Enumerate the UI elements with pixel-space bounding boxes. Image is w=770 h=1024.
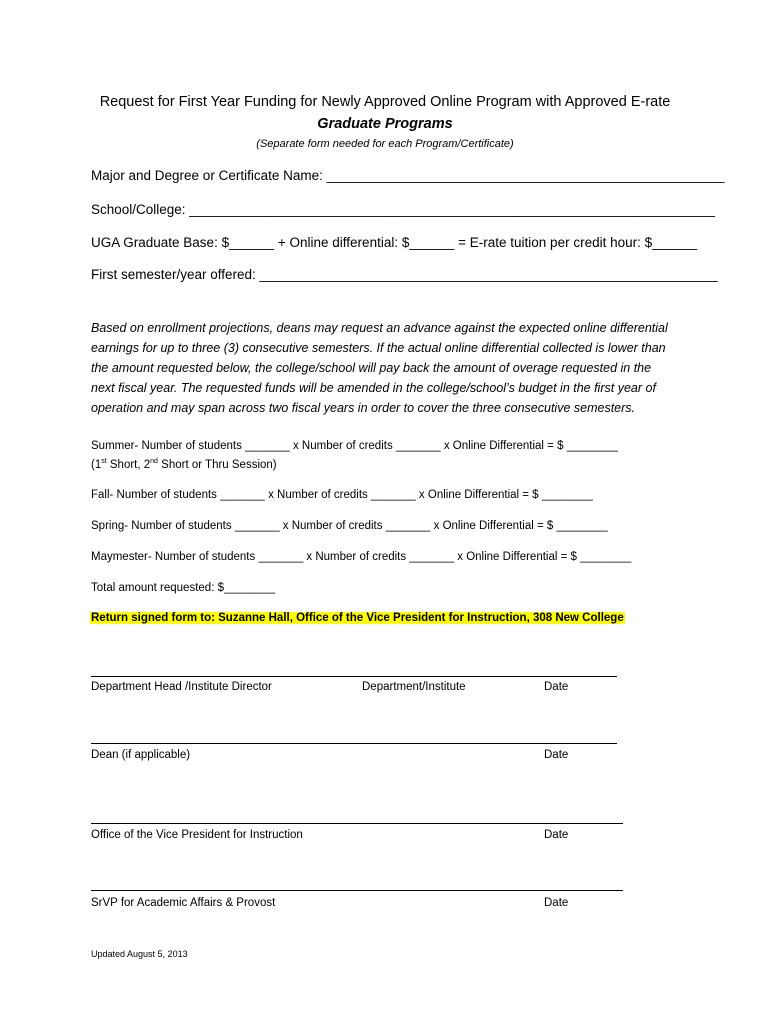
paragraph-line: the amount requested below, the college/school will pay back the amount of overage requested in the <box>91 361 652 375</box>
school-college-field[interactable]: School/College: ______________________________________________________________________ <box>91 202 715 217</box>
date-label: Date <box>544 897 569 909</box>
paragraph-line: next fiscal year. The requested funds will be amended in the college/school’s budget in the first year of <box>91 381 656 395</box>
note-text: (1 <box>91 458 102 471</box>
signature-line-srvp[interactable] <box>91 890 623 891</box>
return-instructions: Return signed form to: Suzanne Hall, Office of the Vice President for Instruction, 308 New College <box>91 612 624 624</box>
signature-line-ovpi[interactable] <box>91 823 623 824</box>
spring-calc-line[interactable]: Spring- Number of students _______ x Number of credits _______ x Online Differential = $ ________ <box>91 520 608 532</box>
first-semester-field[interactable]: First semester/year offered: _____________________________________________________________ <box>91 267 718 282</box>
date-label: Date <box>544 749 569 761</box>
form-note: (Separate form needed for each Program/Certificate) <box>256 138 514 150</box>
form-subtitle: Graduate Programs <box>317 116 453 132</box>
tuition-rate-field[interactable]: UGA Graduate Base: $______ + Online differential: $______ = E-rate tuition per credit hour: $______ <box>91 235 698 250</box>
ovpi-label: Office of the Vice President for Instruction <box>91 829 303 841</box>
summer-calc-line[interactable]: Summer- Number of students _______ x Number of credits _______ x Online Differential = $ ________ <box>91 440 618 452</box>
major-degree-field[interactable]: Major and Degree or Certificate Name: _____________________________________________________ <box>91 168 725 183</box>
signature-line-dept-head[interactable] <box>91 676 617 677</box>
form-title: Request for First Year Funding for Newly Approved Online Program with Approved E-rate <box>99 94 671 110</box>
srvp-label: SrVP for Academic Affairs & Provost <box>91 897 276 909</box>
note-text: Short or Thru Session) <box>157 458 277 471</box>
dean-label: Dean (if applicable) <box>91 749 191 761</box>
enrollment-paragraph <box>91 318 691 418</box>
date-label: Date <box>544 829 569 841</box>
maymester-calc-line[interactable]: Maymester- Number of students _______ x Number of credits _______ x Online Differential = $ ________ <box>91 551 632 563</box>
fall-calc-line[interactable]: Fall- Number of students _______ x Number of credits _______ x Online Differential = $ ________ <box>91 489 593 501</box>
note-sup: st <box>101 458 107 465</box>
paragraph-line: earnings for up to three (3) consecutive semesters. If the actual online differential collected is lower than <box>91 341 666 355</box>
dept-institute-label: Department/Institute <box>362 681 466 693</box>
note-text: Short, 2 <box>106 458 151 471</box>
dept-head-label: Department Head /Institute Director <box>91 681 272 693</box>
updated-footer: Updated August 5, 2013 <box>91 949 188 959</box>
signature-line-dean[interactable] <box>91 743 617 744</box>
paragraph-line: Based on enrollment projections, deans may request an advance against the expected online differential <box>91 321 668 335</box>
date-label: Date <box>544 681 569 693</box>
paragraph-line: operation and may span across two fiscal years in order to cover the three consecutive semesters. <box>91 401 636 415</box>
summer-session-note <box>91 458 277 471</box>
note-sup: nd <box>150 458 158 465</box>
total-requested-field[interactable]: Total amount requested: $________ <box>91 582 276 594</box>
